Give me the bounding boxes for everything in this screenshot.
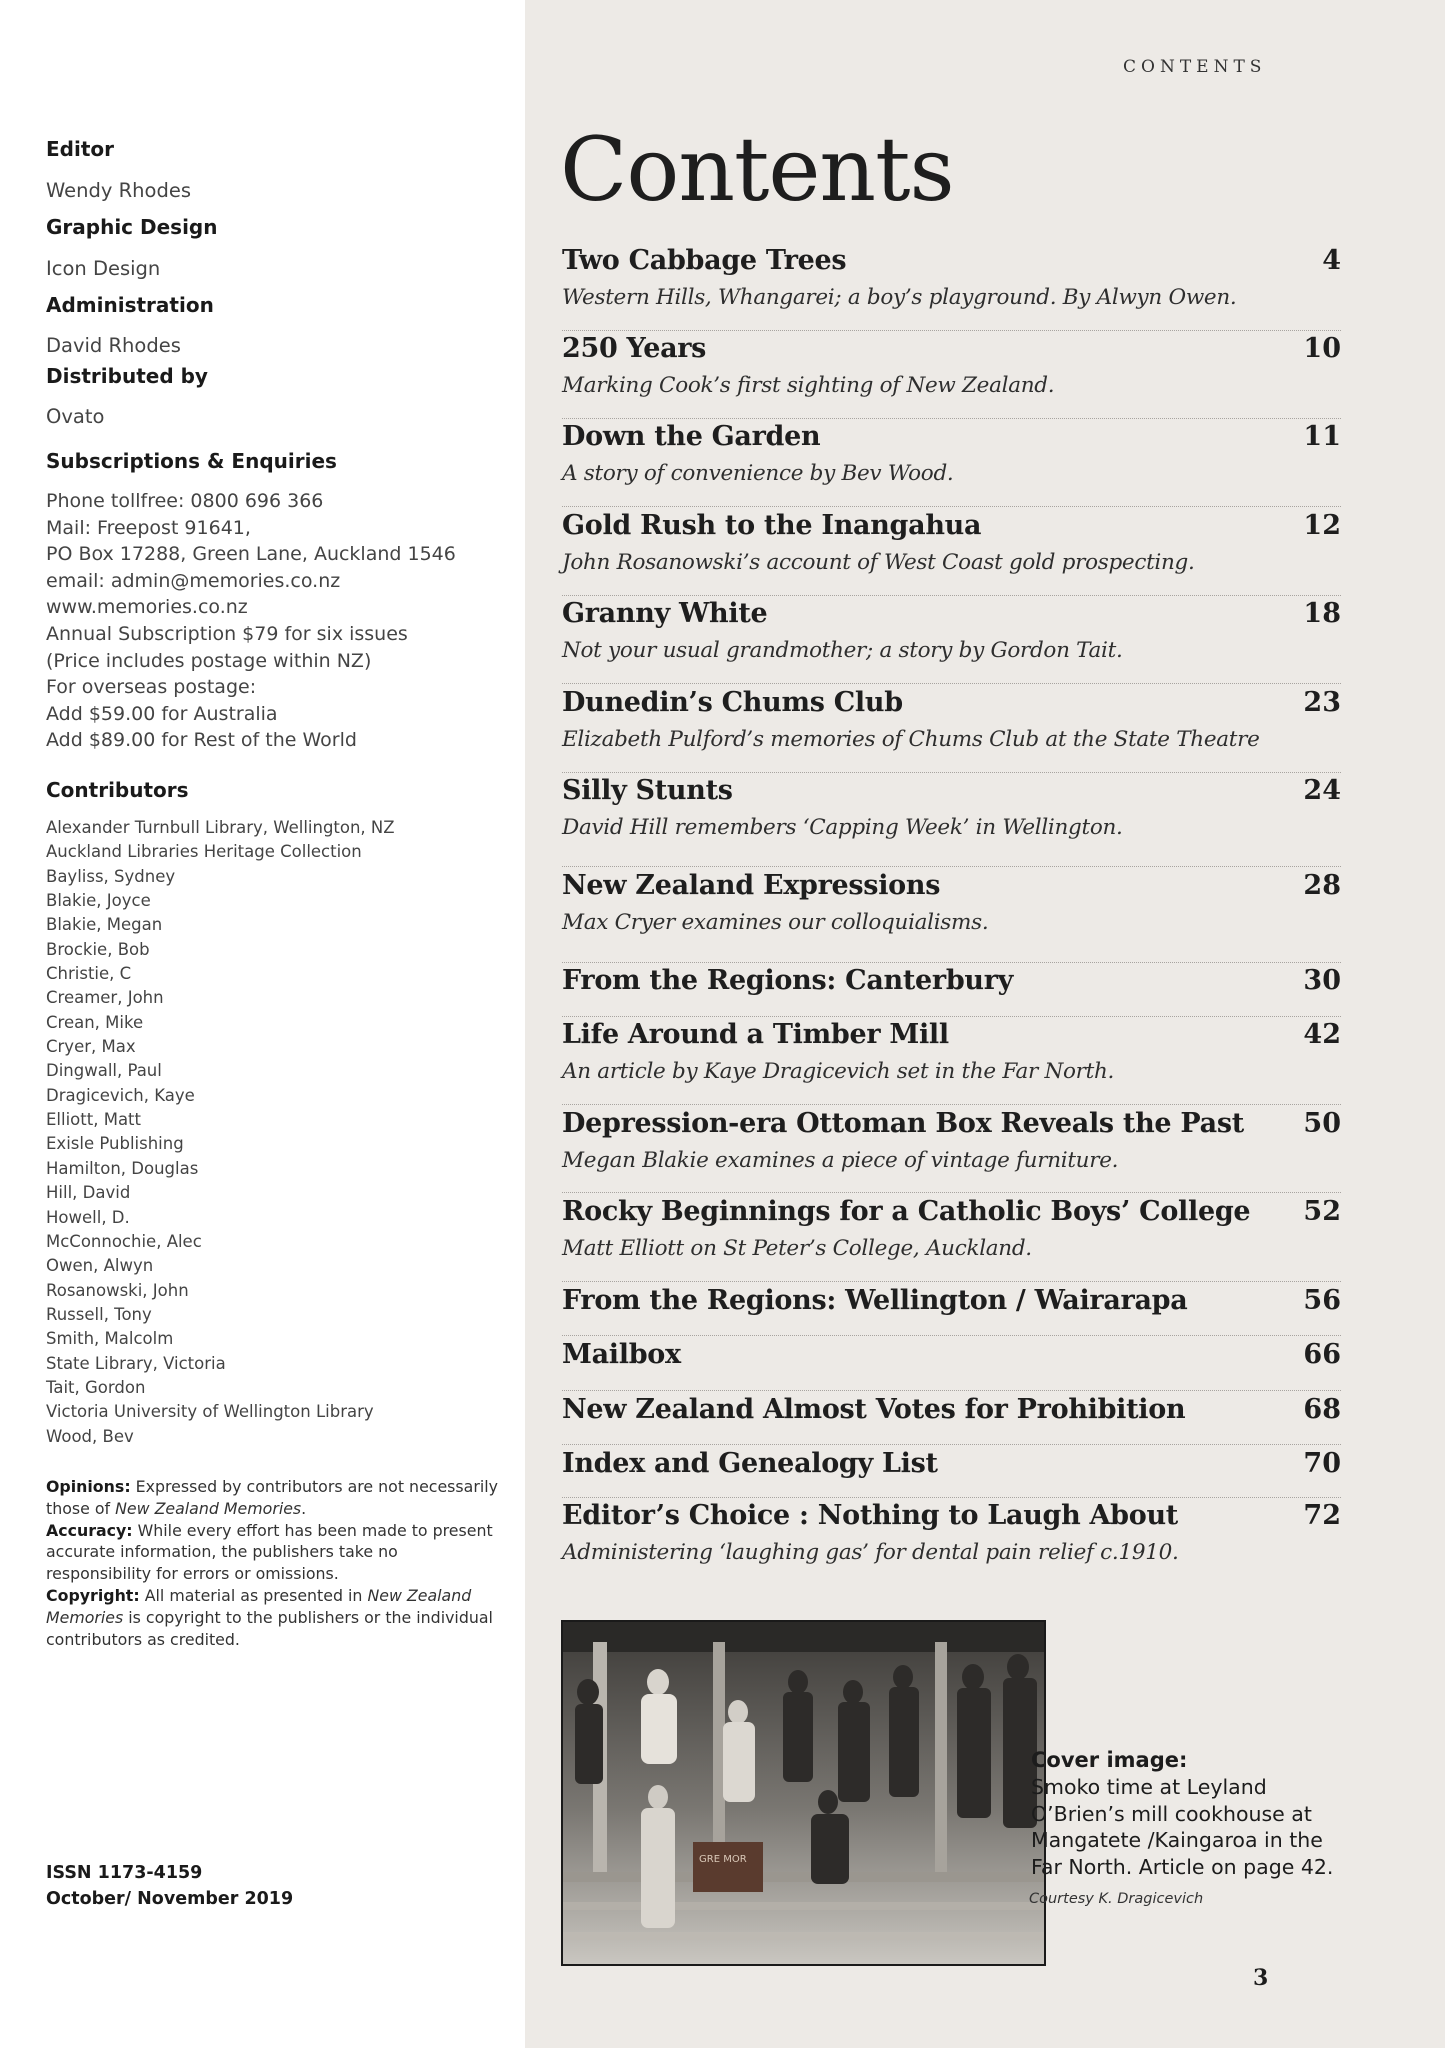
entry-page-number: 68 (1303, 1394, 1341, 1425)
entry-page-number: 66 (1303, 1339, 1341, 1370)
cover-photo (561, 1620, 1046, 1966)
entry-page-number: 70 (1303, 1448, 1341, 1479)
contributor-item: Exisle Publishing (46, 1134, 184, 1154)
entry-subtitle: Elizabeth Pulford’s memories of Chums Club at the State Theatre (562, 727, 1260, 752)
contents-entry[interactable] (562, 1196, 1341, 1268)
contributor-item: Creamer, John (46, 988, 164, 1008)
distributor-name: Ovato (46, 405, 105, 428)
entry-page-number: 56 (1303, 1285, 1341, 1316)
entry-title: Dunedin’s Chums Club (562, 687, 903, 718)
contents-entry[interactable] (562, 421, 1341, 493)
opinions-notice: Opinions: Expressed by contributors are not necessarily those of New Zealand Memories. (46, 1477, 498, 1518)
photo-credit: Courtesy K. Dragicevich (1029, 1891, 1204, 1907)
contents-entry[interactable] (562, 1339, 1341, 1379)
entry-title: Down the Garden (562, 421, 821, 452)
issue-date: October/ November 2019 (46, 1889, 294, 1909)
contents-entry[interactable] (562, 870, 1341, 942)
legal-notices (46, 1476, 506, 1650)
entry-subtitle: Max Cryer examines our colloquialisms. (562, 910, 989, 935)
contents-entry[interactable] (562, 1019, 1341, 1091)
entry-subtitle: Not your usual grandmother; a story by Gordon Tait. (562, 638, 1123, 663)
entry-page-number: 11 (1303, 421, 1341, 452)
subs-line: Add $59.00 for Australia (46, 702, 278, 725)
subs-email[interactable]: email: admin@memories.co.nz (46, 569, 341, 592)
entry-page-number: 24 (1303, 775, 1341, 806)
administration-label: Administration (46, 293, 214, 317)
entry-page-number: 52 (1303, 1196, 1341, 1227)
entry-page-number: 18 (1303, 598, 1341, 629)
graphic-design-label: Graphic Design (46, 215, 218, 239)
contributor-item: Blakie, Megan (46, 915, 163, 935)
entry-divider (562, 683, 1341, 684)
editor-name: Wendy Rhodes (46, 179, 191, 202)
entry-page-number: 72 (1303, 1500, 1341, 1531)
entry-subtitle: David Hill remembers ‘Capping Week’ in Wellington. (562, 815, 1123, 840)
cover-photo-image (563, 1622, 1044, 1964)
entry-title: Granny White (562, 598, 768, 629)
contents-entry[interactable] (562, 598, 1341, 670)
graphic-design-name: Icon Design (46, 257, 161, 280)
contents-entry[interactable] (562, 965, 1341, 1005)
entry-divider (562, 1016, 1341, 1017)
entry-subtitle: Administering ‘laughing gas’ for dental pain relief c.1910. (562, 1540, 1179, 1565)
contributor-item: Wood, Bev (46, 1426, 134, 1446)
photo-box-label: GRE MOR (699, 1854, 747, 1865)
contributor-item: Hamilton, Douglas (46, 1158, 199, 1178)
entry-divider (562, 1192, 1341, 1193)
contributor-item: Dingwall, Paul (46, 1061, 162, 1081)
entry-title: Editor’s Choice : Nothing to Laugh About (562, 1500, 1178, 1531)
caption-line: Far North. Article on page 42. (1031, 1854, 1334, 1879)
entry-page-number: 28 (1303, 870, 1341, 901)
entry-title: Two Cabbage Trees (562, 245, 847, 276)
contributor-item: Bayliss, Sydney (46, 866, 176, 886)
contributor-item: Blakie, Joyce (46, 891, 151, 911)
entry-subtitle: Western Hills, Whangarei; a boy’s playground. By Alwyn Owen. (562, 285, 1237, 310)
contributor-item: Alexander Turnbull Library, Wellington, NZ (46, 818, 395, 837)
contributor-item: Owen, Alwyn (46, 1256, 154, 1276)
entry-subtitle: John Rosanowski’s account of West Coast gold prospecting. (562, 550, 1195, 575)
entry-divider (562, 962, 1341, 963)
entry-divider (562, 1497, 1341, 1498)
entry-divider (562, 418, 1341, 419)
entry-title: Index and Genealogy List (562, 1448, 938, 1479)
contributor-item: Victoria University of Wellington Library (46, 1402, 374, 1422)
contributor-item: Crean, Mike (46, 1012, 144, 1032)
distributed-by-label: Distributed by (46, 364, 208, 388)
accuracy-notice: Accuracy: While every effort has been made to present accurate information, the publishers take no responsibility for errors or omissions. (46, 1520, 493, 1584)
cover-image-label: Cover image: (1031, 1748, 1188, 1772)
administration-name: David Rhodes (46, 334, 181, 357)
subs-line: PO Box 17288, Green Lane, Auckland 1546 (46, 543, 456, 566)
contributor-item: Dragicevich, Kaye (46, 1085, 195, 1105)
subs-line: Phone tollfree: 0800 696 366 (46, 490, 324, 512)
entry-page-number: 23 (1303, 687, 1341, 718)
contents-entry[interactable] (562, 1108, 1341, 1180)
contents-entry[interactable] (562, 1394, 1341, 1434)
entry-subtitle: Matt Elliott on St Peter’s College, Auckland. (562, 1236, 1032, 1261)
entry-divider (562, 1335, 1341, 1336)
contributor-item: Elliott, Matt (46, 1110, 141, 1130)
entry-title: New Zealand Expressions (562, 870, 941, 901)
entry-title: Mailbox (562, 1339, 681, 1370)
contents-entry[interactable] (562, 333, 1341, 405)
entry-subtitle: A story of convenience by Bev Wood. (562, 461, 954, 486)
entry-title: From the Regions: Wellington / Wairarapa (562, 1285, 1188, 1316)
entry-page-number: 42 (1303, 1019, 1341, 1050)
contents-entry[interactable] (562, 1448, 1341, 1488)
page-number: 3 (1253, 1965, 1269, 1991)
contents-entry[interactable] (562, 687, 1341, 759)
running-head: CONTENTS (1123, 57, 1267, 77)
contributor-item: State Library, Victoria (46, 1353, 226, 1373)
entry-divider (562, 1390, 1341, 1391)
caption-line: Smoko time at Leyland (1031, 1775, 1267, 1799)
contents-entry[interactable] (562, 510, 1341, 582)
contributor-item: McConnochie, Alec (46, 1231, 202, 1251)
contributor-item: Christie, C (46, 964, 132, 984)
contributor-item: Cryer, Max (46, 1037, 136, 1057)
entry-divider (562, 866, 1341, 867)
entry-title: Silly Stunts (562, 775, 733, 806)
contents-entry[interactable] (562, 775, 1341, 847)
issn: ISSN 1173-4159 (46, 1863, 203, 1883)
contributor-item: Russell, Tony (46, 1304, 152, 1324)
contributor-item: Tait, Gordon (46, 1377, 146, 1397)
entry-divider (562, 330, 1341, 331)
entry-title: Rocky Beginnings for a Catholic Boys’ College (562, 1196, 1251, 1227)
entry-page-number: 50 (1303, 1108, 1341, 1139)
entry-page-number: 12 (1303, 510, 1341, 541)
subs-website[interactable]: www.memories.co.nz (46, 596, 248, 619)
contents-entry[interactable] (562, 1500, 1341, 1572)
entry-title: New Zealand Almost Votes for Prohibition (562, 1394, 1186, 1425)
entry-title: Life Around a Timber Mill (562, 1019, 949, 1050)
cover-image-caption (1031, 1774, 1333, 1880)
contributor-item: Smith, Malcolm (46, 1329, 174, 1349)
contributors-label: Contributors (46, 778, 189, 802)
entry-page-number: 4 (1322, 245, 1341, 276)
entry-title: Gold Rush to the Inangahua (562, 510, 982, 541)
caption-line: Mangatete /Kaingaroa in the (1031, 1828, 1323, 1852)
entry-divider (562, 506, 1341, 507)
entry-subtitle: Megan Blakie examines a piece of vintage furniture. (562, 1148, 1119, 1173)
entry-divider (562, 1281, 1341, 1282)
entry-divider (562, 1444, 1341, 1445)
contributor-item: Howell, D. (46, 1207, 130, 1227)
contents-entry[interactable] (562, 1285, 1341, 1325)
entry-divider (562, 772, 1341, 773)
subscriptions-label: Subscriptions & Enquiries (46, 449, 337, 473)
contributors-list (46, 816, 395, 1449)
page-title: Contents (560, 118, 954, 221)
contributor-item: Auckland Libraries Heritage Collection (46, 842, 362, 862)
subs-line: Annual Subscription $79 for six issues (46, 622, 408, 645)
entry-title: From the Regions: Canterbury (562, 965, 1014, 996)
entry-subtitle: An article by Kaye Dragicevich set in the Far North. (562, 1059, 1115, 1084)
subs-line: For overseas postage: (46, 676, 257, 699)
entry-subtitle: Marking Cook’s first sighting of New Zealand. (562, 373, 1055, 398)
contents-entry[interactable] (562, 245, 1341, 317)
contributor-item: Rosanowski, John (46, 1280, 189, 1300)
entry-title: Depression-era Ottoman Box Reveals the Past (562, 1108, 1244, 1139)
subs-line: Mail: Freepost 91641, (46, 516, 251, 539)
contributor-item: Brockie, Bob (46, 939, 150, 959)
subs-line: (Price includes postage within NZ) (46, 649, 372, 672)
entry-divider (562, 595, 1341, 596)
entry-page-number: 30 (1303, 965, 1341, 996)
editor-label: Editor (46, 137, 114, 161)
contributor-item: Hill, David (46, 1183, 131, 1203)
caption-line: O’Brien’s mill cookhouse at (1031, 1801, 1312, 1826)
subs-line: Add $89.00 for Rest of the World (46, 729, 357, 752)
subscriptions-details (46, 488, 456, 754)
entry-page-number: 10 (1303, 333, 1341, 364)
entry-divider (562, 1104, 1341, 1105)
copyright-notice: Copyright: All material as presented in New Zealand Memories is copyright to the publishers or the individual contributors as credited. (46, 1585, 493, 1649)
entry-title: 250 Years (562, 333, 707, 364)
